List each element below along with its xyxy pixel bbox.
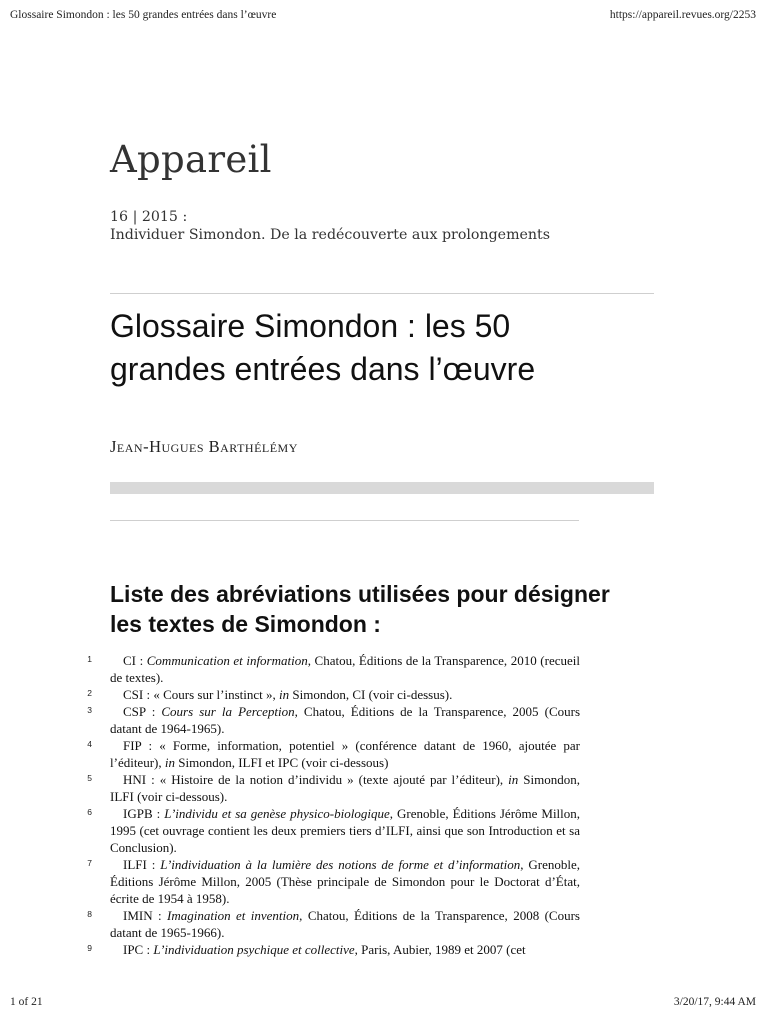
- abbreviation-code: FIP :: [123, 738, 153, 753]
- abbreviation-item: [0, 737, 768, 771]
- work-title: Imagination et invention: [167, 908, 300, 923]
- work-title: L’individuation psychique et collective: [153, 942, 355, 957]
- paragraph-number[interactable]: 1: [87, 654, 92, 664]
- abbreviation-code: CI :: [123, 653, 144, 668]
- work-title: L’individu et sa genèse physico-biologique: [164, 806, 390, 821]
- paragraph-number[interactable]: 8: [87, 909, 92, 919]
- print-timestamp: 3/20/17, 9:44 AM: [673, 996, 756, 1008]
- paragraph-number[interactable]: 7: [87, 858, 92, 868]
- abbreviation-item: [0, 703, 768, 737]
- article-title: Glossaire Simondon : les 50 grandes entrées dans l’œuvre: [110, 308, 536, 387]
- work-title: L’individuation à la lumière des notions de forme et d’information: [160, 857, 521, 872]
- work-title: « Histoire de la notion d’individu » (texte ajouté par l’éditeur),: [159, 772, 509, 787]
- work-details: Simondon, CI (voir ci-dessus).: [289, 687, 453, 702]
- issue-line[interactable]: 16 | 2015 :: [110, 209, 188, 225]
- work-details: , Grenoble, Éditions Jérôme Millon, 2005 (Thèse principale de Simondon pour le Doctorat d’État, écrite de 1954 à 1958).: [110, 857, 581, 906]
- paragraph-number[interactable]: 9: [87, 943, 92, 953]
- divider-bottom: [110, 520, 579, 521]
- print-header-title: Glossaire Simondon : les 50 grandes entrées dans l’œuvre: [10, 9, 277, 21]
- paragraph-number[interactable]: 2: [87, 688, 92, 698]
- abbreviation-item: [0, 856, 768, 907]
- work-title: Cours sur la Perception: [161, 704, 295, 719]
- abbreviation-item: [0, 686, 768, 703]
- work-details: , Paris, Aubier, 1989 et 2007 (cet: [354, 942, 526, 957]
- abbreviation-code: IPC :: [123, 942, 151, 957]
- paragraph-number[interactable]: 6: [87, 807, 92, 817]
- abbreviation-code: ILFI :: [123, 857, 156, 872]
- issue-info: [110, 208, 550, 244]
- in-word: in: [508, 772, 519, 787]
- section-heading: Liste des abréviations utilisées pour désigner les textes de Simondon :: [110, 581, 610, 637]
- abbreviation-item: [0, 941, 768, 958]
- work-details: , Chatou, Éditions de la Transparence, 2008 (Cours datant de 1965-1966).: [110, 908, 580, 940]
- abbreviation-code: CSP :: [123, 704, 156, 719]
- issue-title[interactable]: Individuer Simondon. De la redécouverte aux prolongements: [110, 227, 551, 243]
- work-title: « Forme, information, potentiel » (conférence datant de 1960, ajoutée par l’éditeur),: [110, 738, 581, 770]
- article-author[interactable]: Jean-Hugues Barthélémy: [110, 437, 298, 456]
- work-details: Simondon, ILFI (voir ci-dessous).: [110, 772, 580, 804]
- paragraph-number[interactable]: 5: [87, 773, 92, 783]
- abbreviation-code: IGPB :: [123, 806, 161, 821]
- abbreviation-item: [0, 771, 768, 805]
- divider-top: [110, 293, 654, 294]
- abbreviation-code: IMIN :: [123, 908, 162, 923]
- abbreviation-code: HNI :: [123, 772, 155, 787]
- grey-separator-bar: [110, 482, 654, 494]
- work-details: Simondon, ILFI et IPC (voir ci-dessous): [175, 755, 389, 770]
- abbreviation-item: [0, 805, 768, 856]
- work-details: , Chatou, Éditions de la Transparence, 2005 (Cours datant de 1964-1965).: [110, 704, 581, 736]
- work-details: , Grenoble, Éditions Jérôme Millon, 1995 (cet ouvrage contient les deux premiers tiers d’ILFI, ainsi que son Introduction et sa Conclusion).: [110, 806, 581, 855]
- work-title: Communication et information: [146, 653, 308, 668]
- page-count: 1 of 21: [10, 996, 43, 1008]
- paragraph-number[interactable]: 3: [87, 705, 92, 715]
- abbreviation-item: [0, 652, 768, 686]
- print-header-url: https://appareil.revues.org/2253: [609, 9, 756, 21]
- paragraph-number[interactable]: 4: [87, 739, 92, 749]
- abbreviation-item: [0, 907, 768, 941]
- in-word: in: [164, 755, 175, 770]
- journal-name[interactable]: Appareil: [110, 138, 272, 181]
- in-word: in: [279, 687, 290, 702]
- abbreviation-list: [0, 652, 768, 958]
- work-details: , Chatou, Éditions de la Transparence, 2010 (recueil de textes).: [110, 653, 580, 685]
- work-title: « Cours sur l’instinct »,: [153, 687, 280, 702]
- abbreviation-code: CSI :: [123, 687, 151, 702]
